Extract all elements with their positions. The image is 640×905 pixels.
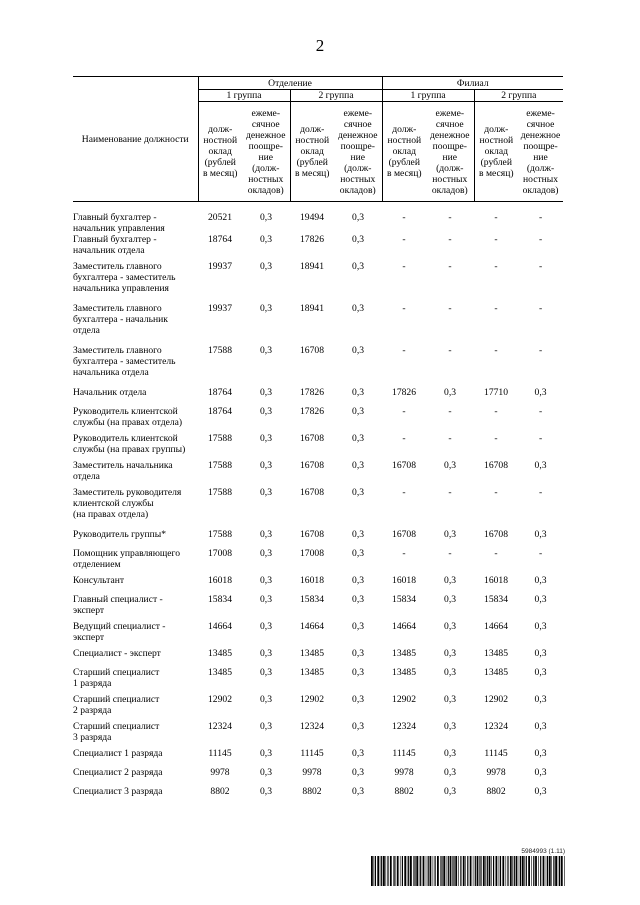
bonus-cell: - [448,212,452,223]
salary-cell: 18941 [300,261,324,272]
bonus-cell: 0,3 [444,529,457,540]
salary-cell: 18764 [208,387,232,398]
salary-cell: 19494 [300,212,324,223]
salary-cell: - [494,433,498,444]
bonus-cell: 0,3 [260,487,272,498]
salary-column-header: долж- ностной оклад (рублей в месяц) [474,102,518,202]
salary-cell: 13485 [300,667,324,678]
document-code: 5984993 (1.11) [521,848,565,855]
table-row [73,575,563,594]
salary-cell: 16018 [300,575,324,586]
bonus-cell: 0,3 [260,748,272,759]
table-row [73,548,563,575]
salary-cell: - [494,212,498,223]
bonus-cell: 0,3 [352,621,365,632]
bonus-cell: 0,3 [352,548,365,559]
bonus-cell: 0,3 [444,748,457,759]
bonus-cell: 0,3 [352,345,365,356]
position-name: Специалист 1 разряда [73,748,163,759]
bonus-cell: 0,3 [444,594,457,605]
bonus-cell: 0,3 [534,529,547,540]
salary-cell: 9978 [302,767,322,778]
salary-cell: 13485 [392,648,417,659]
bonus-cell: 0,3 [444,767,457,778]
salary-cell: 17826 [300,406,324,417]
bonus-cell: 0,3 [534,767,547,778]
bonus-cell: - [538,234,543,245]
barcode [371,856,565,886]
salary-cell: 11145 [392,748,416,759]
salary-column-header: долж- ностной оклад (рублей в месяц) [290,102,334,202]
salary-cell: 12902 [392,694,417,705]
position-name: Старший специалист 3 разряда [73,721,160,743]
salary-cell: 8802 [302,786,322,797]
salary-cell: 15834 [484,594,509,605]
table-row [73,721,563,748]
table-row [73,667,563,694]
bonus-cell: 0,3 [352,648,365,659]
salary-cell: 17826 [392,387,417,398]
table-row [73,345,563,387]
salary-cell: - [402,433,406,444]
salary-cell: 13485 [484,667,509,678]
position-name: Специалист - эксперт [73,648,161,659]
bonus-cell: 0,3 [444,721,457,732]
salary-cell: - [494,406,498,417]
salary-cell: 12324 [484,721,509,732]
bonus-cell: 0,3 [352,767,365,778]
salary-cell: 9978 [486,767,506,778]
salary-cell: - [494,548,498,559]
table-row [73,202,563,235]
bonus-cell: 0,3 [444,387,457,398]
position-name: Главный бухгалтер - начальник управления [73,212,165,234]
salary-cell: 17588 [208,433,232,444]
table-row [73,621,563,648]
salary-cell: 12902 [484,694,509,705]
bonus-cell: 0,3 [260,345,272,356]
subgroup-header: 2 группа [290,90,382,102]
bonus-cell: 0,3 [260,303,272,314]
position-name: Специалист 2 разряда [73,767,163,778]
subgroup-header: 2 группа [474,90,563,102]
salary-cell: - [402,487,406,498]
position-name: Старший специалист 2 разряда [73,694,160,716]
salary-cell: 13485 [208,648,232,659]
salary-cell: - [402,303,406,314]
salary-cell: 19937 [208,303,232,314]
salary-cell: - [494,345,498,356]
bonus-cell: 0,3 [352,303,365,314]
bonus-cell: 0,3 [352,433,365,444]
position-name: Заместитель руководителя клиентской службы (на правах отдела) [73,487,182,520]
bonus-cell: 0,3 [352,529,365,540]
salary-cell: 17588 [208,529,232,540]
bonus-cell: 0,3 [352,721,365,732]
salary-cell: 11145 [484,748,508,759]
bonus-column-header: ежеме- сячное денежное поощре- ние (долж- ностных окладов) [242,102,290,202]
salary-cell: 15834 [300,594,324,605]
bonus-cell: - [448,548,452,559]
salary-cell: - [402,234,406,245]
salary-cell: 16708 [300,433,324,444]
salary-cell: 17710 [484,387,509,398]
bonus-cell: 0,3 [534,460,547,471]
salary-cell: 11145 [208,748,232,759]
salary-cell: 16018 [392,575,417,586]
bonus-cell: 0,3 [260,786,272,797]
page-number: 2 [315,36,325,55]
table-row [73,303,563,345]
salary-cell: 16018 [208,575,232,586]
position-name: Руководитель группы* [73,529,167,540]
bonus-cell: 0,3 [444,694,457,705]
bonus-cell: - [538,345,543,356]
salary-cell: - [494,303,498,314]
group-header-branch: Филиал [382,77,563,90]
salary-cell: 17588 [208,345,232,356]
salary-cell: 20521 [208,212,232,223]
bonus-cell: 0,3 [534,621,547,632]
table-row [73,694,563,721]
bonus-cell: 0,3 [444,460,457,471]
bonus-cell: - [538,406,543,417]
salary-cell: 16018 [484,575,509,586]
salary-cell: 8802 [394,786,414,797]
bonus-cell: 0,3 [260,234,272,245]
bonus-cell: - [448,406,452,417]
bonus-cell: 0,3 [534,721,547,732]
salary-cell: 17008 [208,548,232,559]
salary-cell: 17008 [300,548,324,559]
salary-cell: 17588 [208,460,232,471]
bonus-cell: 0,3 [260,594,272,605]
bonus-cell: 0,3 [260,621,272,632]
bonus-cell: 0,3 [260,406,272,417]
position-name: Руководитель клиентской службы (на правах группы) [73,433,186,455]
table-row [73,487,563,529]
table-header [73,77,563,202]
bonus-cell: 0,3 [260,721,272,732]
position-name: Главный специалист - эксперт [73,594,163,616]
salary-cell: 16708 [392,460,417,471]
group-header-department: Отделение [198,77,382,90]
bonus-cell: 0,3 [444,648,457,659]
salary-cell: 16708 [300,529,324,540]
salary-cell: - [494,234,498,245]
bonus-cell: 0,3 [352,212,365,223]
salary-table [73,76,563,805]
salary-cell: - [402,261,406,272]
bonus-cell: 0,3 [260,433,272,444]
salary-cell: 18764 [208,234,232,245]
salary-cell: 11145 [300,748,324,759]
bonus-cell: 0,3 [352,261,365,272]
bonus-cell: 0,3 [534,748,547,759]
bonus-cell: 0,3 [444,575,457,586]
salary-cell: 12902 [300,694,324,705]
bonus-cell: 0,3 [444,621,457,632]
salary-cell: 12324 [392,721,417,732]
bonus-cell: 0,3 [260,460,272,471]
bonus-cell: 0,3 [534,575,547,586]
salary-cell: 16708 [392,529,417,540]
bonus-cell: - [448,303,452,314]
bonus-cell: - [448,261,452,272]
salary-cell: 13485 [208,667,232,678]
salary-column-header: долж- ностной оклад (рублей в месяц) [382,102,426,202]
bonus-cell: 0,3 [260,575,272,586]
bonus-cell: 0,3 [352,487,365,498]
bonus-cell: - [538,548,543,559]
salary-cell: 16708 [300,487,324,498]
table-row [73,433,563,460]
bonus-cell: 0,3 [352,406,365,417]
bonus-column-header: ежеме- сячное денежное поощре- ние (долж- ностных окладов) [334,102,382,202]
bonus-cell: - [538,487,543,498]
subgroup-header: 1 группа [382,90,474,102]
bonus-cell: 0,3 [260,648,272,659]
bonus-cell: 0,3 [260,548,272,559]
bonus-cell: 0,3 [352,667,365,678]
position-name: Заместитель главного бухгалтера - начальник отдела [73,303,168,336]
salary-column-header: долж- ностной оклад (рублей в месяц) [198,102,242,202]
position-name: Заместитель главного бухгалтера - заместитель начальника отдела [73,345,176,378]
position-name: Начальник отдела [73,387,147,398]
table-row [73,648,563,667]
salary-cell: 16708 [300,345,324,356]
bonus-cell: 0,3 [260,261,272,272]
salary-cell: 12902 [208,694,232,705]
bonus-cell: - [538,303,543,314]
salary-cell: - [494,261,498,272]
salary-cell: - [402,345,406,356]
table-row [73,387,563,406]
salary-cell: 13485 [300,648,324,659]
salary-cell: 8802 [210,786,230,797]
bonus-cell: 0,3 [260,529,272,540]
table-row [73,786,563,805]
salary-cell: 9978 [394,767,414,778]
table-row [73,460,563,487]
bonus-cell: 0,3 [444,786,457,797]
bonus-column-header: ежеме- сячное денежное поощре- ние (долж- ностных окладов) [518,102,563,202]
salary-cell: 17588 [208,487,232,498]
salary-cell: 17826 [300,387,324,398]
salary-cell: 16708 [484,529,509,540]
bonus-column-header: ежеме- сячное денежное поощре- ние (долж- ностных окладов) [426,102,474,202]
salary-cell: 14664 [484,621,509,632]
bonus-cell: 0,3 [352,748,365,759]
salary-cell: 17826 [300,234,324,245]
bonus-cell: 0,3 [352,594,365,605]
bonus-cell: 0,3 [260,387,272,398]
salary-cell: - [402,212,406,223]
bonus-cell: 0,3 [352,694,365,705]
bonus-cell: - [538,433,543,444]
bonus-cell: 0,3 [260,767,272,778]
salary-cell: 15834 [208,594,232,605]
table-row [73,261,563,303]
bonus-cell: 0,3 [260,694,272,705]
table-body [73,202,563,806]
bonus-cell: 0,3 [534,667,547,678]
salary-cell: 19937 [208,261,232,272]
table-row [73,767,563,786]
salary-cell: - [402,548,406,559]
position-name: Помощник управляющего отделением [73,548,181,570]
salary-cell: 12324 [300,721,324,732]
bonus-cell: 0,3 [352,234,365,245]
position-name: Руководитель клиентской службы (на правах отдела) [73,406,183,428]
position-name: Заместитель начальника отдела [73,460,173,482]
salary-cell: 16708 [300,460,324,471]
table-row [73,594,563,621]
bonus-cell: - [448,234,452,245]
salary-cell: 15834 [392,594,417,605]
position-name: Специалист 3 разряда [73,786,163,797]
salary-cell: 13485 [392,667,417,678]
salary-cell: 9978 [210,767,230,778]
bonus-cell: 0,3 [534,648,547,659]
salary-cell: - [494,487,498,498]
bonus-cell: 0,3 [352,575,365,586]
salary-cell: 13485 [484,648,509,659]
bonus-cell: 0,3 [352,460,365,471]
position-name: Ведущий специалист - эксперт [73,621,166,643]
salary-cell: 12324 [208,721,232,732]
bonus-cell: - [538,261,543,272]
bonus-cell: 0,3 [534,786,547,797]
bonus-cell: 0,3 [260,212,272,223]
table-row [73,529,563,548]
position-name: Главный бухгалтер - начальник отдела [73,234,157,256]
position-column-header: Наименование должности [73,77,198,202]
table-row [73,748,563,767]
position-name: Старший специалист 1 разряда [73,667,160,689]
position-name: Консультант [73,575,125,586]
salary-cell: 16708 [484,460,509,471]
salary-cell: 14664 [300,621,324,632]
subgroup-header: 1 группа [198,90,290,102]
table-row [73,406,563,433]
bonus-cell: - [448,433,452,444]
bonus-cell: 0,3 [534,387,547,398]
bonus-cell: - [448,487,452,498]
salary-cell: 8802 [486,786,506,797]
position-name: Заместитель главного бухгалтера - заместитель начальника управления [73,261,176,294]
salary-cell: 14664 [208,621,232,632]
bonus-cell: 0,3 [534,694,547,705]
bonus-cell: 0,3 [534,594,547,605]
bonus-cell: - [448,345,452,356]
salary-cell: - [402,406,406,417]
salary-cell: 18941 [300,303,324,314]
salary-cell: 18764 [208,406,232,417]
bonus-cell: 0,3 [352,786,365,797]
bonus-cell: 0,3 [260,667,272,678]
table-row [73,234,563,261]
bonus-cell: 0,3 [352,387,365,398]
salary-cell: 14664 [392,621,417,632]
bonus-cell: 0,3 [444,667,457,678]
bonus-cell: - [538,212,543,223]
